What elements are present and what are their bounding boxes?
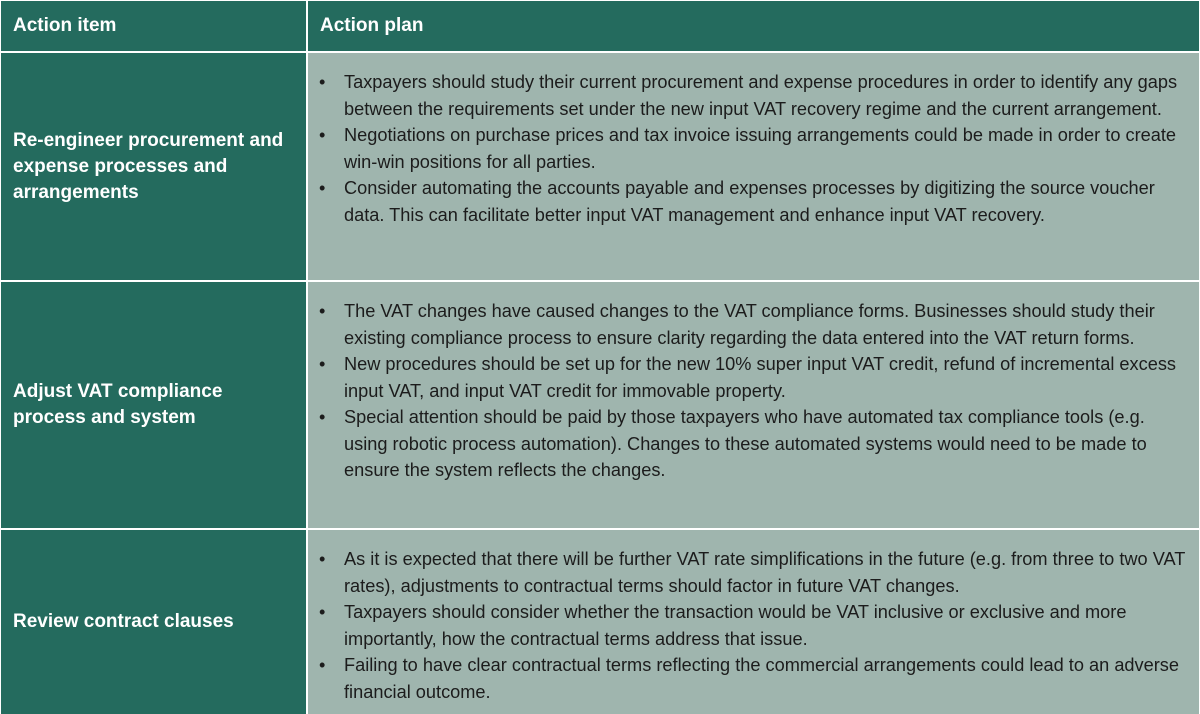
action-plan-cell [308,282,1199,528]
bullet-icon: • [319,407,326,427]
bullet-text: Special attention should be paid by those taxpayers who have automated tax compliance tools (e.g. using robotic process automation). Changes to these automated systems would need to be made to ensure the system reflects the changes. [344,407,1147,480]
action-item-cell [1,282,306,528]
action-plan-bullet [318,122,1189,175]
action-plan-bullet [318,175,1189,228]
bullet-icon: • [319,655,326,675]
bullet-text: Failing to have clear contractual terms reflecting the commercial arrangements could lead to an adverse financial outcome. [344,655,1180,702]
action-plan-cell [308,53,1199,280]
bullet-text: New procedures should be set up for the new 10% super input VAT credit, refund of incremental excess input VAT, and input VAT credit for immovable property. [344,354,1177,401]
action-plan-bullet [318,652,1189,705]
action-plan-bullet [318,599,1189,652]
action-plan-list [318,298,1189,484]
bullet-icon: • [319,125,326,145]
bullet-icon: • [319,301,326,321]
action-plan-table [1,1,1199,712]
action-plan-bullet [318,404,1189,484]
action-plan-bullet [318,546,1189,599]
bullet-text: Consider automating the accounts payable and expenses processes by digitizing the source voucher data. This can facilitate better input VAT management and enhance input VAT recovery. [344,178,1155,225]
action-item-cell [1,530,306,714]
bullet-icon: • [319,602,326,622]
action-plan-list [318,546,1189,705]
action-item-label: Review contract clauses [13,611,234,632]
bullet-icon: • [319,354,326,374]
bullet-text: The VAT changes have caused changes to the VAT compliance forms. Businesses should study their existing compliance process to ensure clarity regarding the data entered into the VAT return forms. [344,301,1155,348]
action-plan-bullet [318,69,1189,122]
bullet-text: Taxpayers should study their current procurement and expense procedures in order to identify any gaps between the requirements set under the new input VAT recovery regime and the current arrangement. [344,72,1178,119]
action-item-label: Re-engineer procurement and expense processes and arrangements [13,129,284,203]
action-plan-bullet [318,351,1189,404]
bullet-icon: • [319,178,326,198]
header-action-plan: Action plan [308,1,1199,51]
action-plan-cell [308,530,1199,714]
action-plan-list [318,69,1189,228]
bullet-text: As it is expected that there will be further VAT rate simplifications in the future (e.g. from three to two VAT rates), adjustments to contractual terms should factor in future VAT changes. [344,549,1186,596]
action-item-cell [1,53,306,280]
action-item-label: Adjust VAT compliance process and system [13,381,223,428]
action-plan-bullet [318,298,1189,351]
bullet-icon: • [319,72,326,92]
bullet-text: Taxpayers should consider whether the transaction would be VAT inclusive or exclusive and more importantly, how the contractual terms address that issue. [344,602,1127,649]
header-action-item: Action item [1,1,306,51]
bullet-icon: • [319,549,326,569]
bullet-text: Negotiations on purchase prices and tax invoice issuing arrangements could be made in order to create win-win positions for all parties. [344,125,1177,172]
